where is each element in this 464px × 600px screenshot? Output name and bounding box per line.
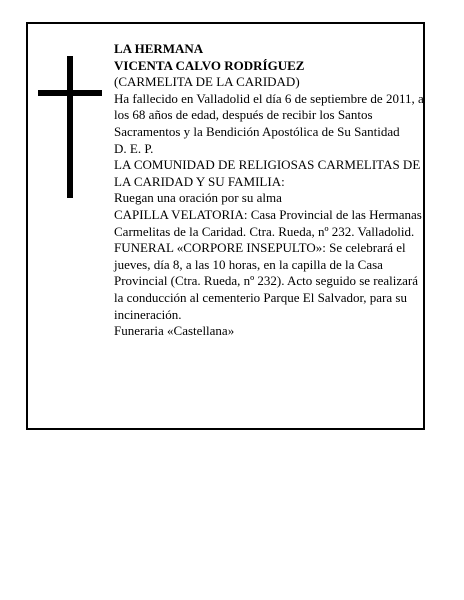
religious-order: (CARMELITA DE LA CARIDAD)	[114, 74, 300, 90]
cross-horizontal-bar	[38, 90, 102, 96]
prayer-request: Ruegan una oración por su alma	[114, 190, 282, 206]
mourners: LA COMUNIDAD DE RELIGIOSAS CARMELITAS DE LA CARIDAD Y SU FAMILIA:	[114, 157, 421, 189]
obituary-text	[114, 41, 424, 340]
wake-info: CAPILLA VELATORIA: Casa Provincial de las Hermanas Carmelitas de la Caridad. Ctra. Rueda, nº 232. Valladolid.	[114, 206, 422, 239]
title-line-1: LA HERMANA	[114, 41, 204, 56]
death-notice: Ha fallecido en Valladolid el día 6 de septiembre de 2011, a los 68 años de edad, después de recibir los Santos Sacramentos y la Bendición Apostólica de Su Santidad	[114, 90, 424, 139]
obituary-notice	[26, 22, 425, 430]
deceased-name: VICENTA CALVO RODRÍGUEZ	[114, 57, 305, 73]
cross-vertical-bar	[67, 56, 73, 198]
funeral-home: Funeraria «Castellana»	[114, 323, 235, 339]
cross-icon	[38, 56, 102, 198]
funeral-info: FUNERAL «CORPORE INSEPULTO»: Se celebrará el jueves, día 8, a las 10 horas, en la capilla de la Casa Provincial (Ctra. Rueda, nº 232). Acto seguido se realizará la conducción al cementerio Parque El Salvador, para su incineración.	[114, 240, 419, 322]
rest-in-peace: D. E. P.	[114, 140, 154, 156]
